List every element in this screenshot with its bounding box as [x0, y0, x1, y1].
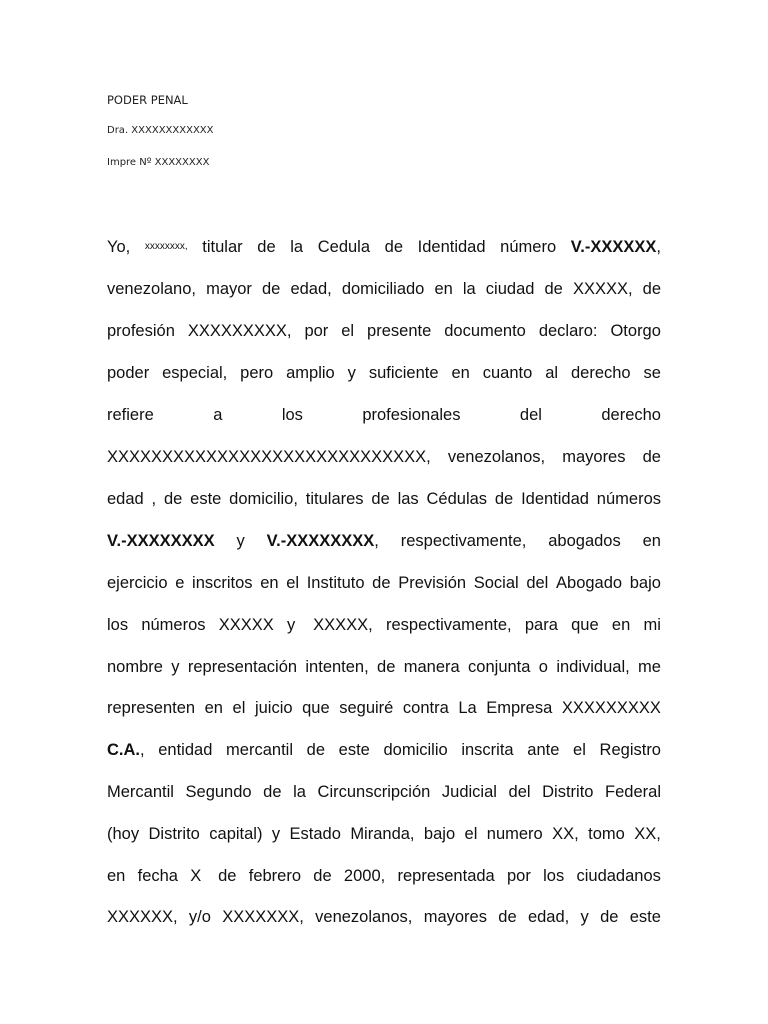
- body-word: presente: [367, 322, 432, 340]
- body-line: [107, 740, 661, 760]
- body-word: suficiente: [368, 364, 439, 382]
- body-word: y/o: [188, 908, 211, 926]
- body-word: XX,: [634, 825, 661, 843]
- body-word: en: [260, 574, 279, 592]
- body-word: de: [262, 280, 281, 298]
- body-word: Identidad: [521, 490, 589, 508]
- body-word: el: [286, 574, 300, 592]
- body-word: de: [263, 783, 282, 801]
- body-word: C.A.,: [107, 741, 145, 759]
- body-word: este: [629, 908, 661, 926]
- body-word: V.-XXXXXXXX: [107, 532, 215, 550]
- body-word: V.-XXXXXXXX,: [266, 532, 379, 550]
- body-word: XXXXXX,: [107, 908, 178, 926]
- body-word: Social: [473, 574, 519, 592]
- body-word: domicilio,: [229, 490, 298, 508]
- body-word: por: [507, 867, 531, 885]
- body-word: Otorgo: [610, 322, 661, 340]
- body-word: mayores: [423, 908, 487, 926]
- body-word: de: [377, 658, 396, 676]
- body-word: seguiré: [339, 699, 394, 717]
- body-word: (hoy: [107, 825, 140, 843]
- body-word: venezolanos,: [315, 908, 413, 926]
- body-word: de: [372, 574, 391, 592]
- body-word: titular: [202, 238, 243, 256]
- body-word: ,: [151, 490, 157, 508]
- body-word: de: [371, 490, 390, 508]
- body-word: Segundo: [185, 783, 252, 801]
- body-word: la: [293, 783, 306, 801]
- body-word: de: [494, 490, 514, 508]
- body-word: Circunscripción: [317, 783, 431, 801]
- body-word: y: [271, 825, 281, 843]
- body-word: Distrito: [542, 783, 594, 801]
- body-word: venezolanos,: [447, 448, 546, 466]
- body-word: números: [596, 490, 661, 508]
- body-word: xxxxxxxx,: [144, 241, 188, 252]
- body-word: bajo: [423, 825, 456, 843]
- document-title: PODER PENAL: [107, 93, 188, 107]
- body-word: del: [508, 783, 531, 801]
- body-word: de: [257, 238, 276, 256]
- body-word: se: [643, 364, 661, 382]
- body-word: Distrito: [148, 825, 200, 843]
- body-word: XXXXXXX,: [222, 908, 304, 926]
- body-word: domiciliado: [341, 280, 425, 298]
- body-word: y: [347, 364, 356, 382]
- body-word: tomo: [588, 825, 625, 843]
- body-word: para: [524, 616, 558, 634]
- body-word: en: [107, 867, 126, 885]
- body-word: mayor: [206, 280, 252, 298]
- body-word: al: [545, 364, 559, 382]
- body-word: de: [163, 490, 183, 508]
- body-word: inscritos: [192, 574, 253, 592]
- body-word: y: [171, 658, 180, 676]
- body-word: venezolano,: [107, 280, 196, 298]
- body-word: Registro: [599, 741, 661, 759]
- body-word: que: [571, 616, 599, 634]
- body-line: [107, 698, 661, 718]
- body-word: cuanto: [482, 364, 533, 382]
- body-word: de: [544, 280, 563, 298]
- body-line: [107, 321, 661, 341]
- body-word: manera: [403, 658, 460, 676]
- body-word: declaro:: [538, 322, 598, 340]
- body-word: entidad: [158, 741, 213, 759]
- body-word: Miranda,: [350, 825, 415, 843]
- body-word: Previsión: [398, 574, 467, 592]
- body-line: [107, 573, 661, 593]
- body-word: a: [213, 406, 223, 424]
- body-word: ciudadanos: [576, 867, 661, 885]
- body-word: La: [458, 699, 477, 717]
- body-word: Cedula: [317, 238, 371, 256]
- body-word: de: [313, 867, 332, 885]
- body-line: [107, 447, 661, 467]
- body-word: documento: [444, 322, 526, 340]
- body-word: edad,: [527, 908, 570, 926]
- body-word: Estado: [289, 825, 341, 843]
- body-word: mi: [643, 616, 661, 634]
- body-word: ante: [527, 741, 560, 759]
- body-word: XXXXXXXXX: [561, 699, 661, 717]
- body-word: en: [611, 616, 631, 634]
- body-word: XXXXXXXXXXXXXXXXXXXXXXXXXXXXX,: [107, 448, 431, 466]
- body-word: respectivamente,: [400, 532, 527, 550]
- body-line: [107, 615, 661, 635]
- body-word: me: [638, 658, 661, 676]
- body-word: Cédulas: [426, 490, 488, 508]
- body-word: que: [302, 699, 330, 717]
- body-word: representada: [397, 867, 495, 885]
- body-word: en: [204, 699, 223, 717]
- body-word: del: [519, 406, 542, 424]
- body-word: representen: [107, 699, 196, 717]
- attorney-name: Dra. XXXXXXXXXXXX: [107, 125, 214, 136]
- body-word: de: [498, 908, 517, 926]
- body-line: [107, 363, 661, 383]
- body-line: [107, 531, 661, 551]
- body-word: número: [500, 238, 557, 256]
- body-word: e: [175, 574, 185, 592]
- body-word: Empresa: [486, 699, 553, 717]
- body-word: Judicial: [441, 783, 497, 801]
- body-word: las: [397, 490, 419, 508]
- body-word: juicio: [254, 699, 293, 717]
- body-word: la: [290, 238, 304, 256]
- body-line: [107, 237, 661, 257]
- body-word: nombre: [107, 658, 163, 676]
- body-word: en: [451, 364, 470, 382]
- body-line: [107, 657, 661, 677]
- body-word: derecho: [570, 364, 631, 382]
- body-line: [107, 782, 661, 802]
- body-word: de: [306, 741, 325, 759]
- body-word: XXXXX,: [572, 280, 633, 298]
- body-line: [107, 405, 661, 425]
- body-word: inscrita: [461, 741, 514, 759]
- body-word: el: [573, 741, 586, 759]
- body-word: domicilio: [383, 741, 448, 759]
- body-word: de: [600, 908, 619, 926]
- body-word: el: [341, 322, 355, 340]
- body-word: y: [580, 908, 589, 926]
- body-word: XXXXX: [218, 616, 274, 634]
- body-line: [107, 866, 661, 886]
- body-word: el: [464, 825, 478, 843]
- body-word: de: [642, 448, 661, 466]
- body-word: edad,: [290, 280, 332, 298]
- body-word: capital): [209, 825, 263, 843]
- body-word: mercantil: [226, 741, 293, 759]
- body-word: amplio: [286, 364, 335, 382]
- body-word: mayores: [562, 448, 626, 466]
- body-word: pero: [240, 364, 274, 382]
- body-word: en: [434, 280, 453, 298]
- body-word: derecho: [601, 406, 661, 424]
- body-word: V.-XXXXXX,: [570, 238, 661, 256]
- body-word: del: [526, 574, 549, 592]
- body-word: Instituto: [306, 574, 365, 592]
- body-line: [107, 824, 661, 844]
- body-line: [107, 489, 661, 509]
- body-word: Abogado: [556, 574, 623, 592]
- body-word: y: [236, 532, 245, 550]
- body-word: Mercantil: [107, 783, 174, 801]
- body-word: representación: [187, 658, 298, 676]
- body-word: fecha: [137, 867, 178, 885]
- body-word: de: [218, 867, 237, 885]
- body-word: los: [281, 406, 303, 424]
- body-word: por: [304, 322, 329, 340]
- body-word: profesión: [107, 322, 175, 340]
- body-line: [107, 279, 661, 299]
- body-word: profesionales: [362, 406, 461, 424]
- body-word: números: [141, 616, 206, 634]
- body-word: o: [538, 658, 548, 676]
- body-word: febrero: [248, 867, 302, 885]
- body-word: este: [338, 741, 370, 759]
- body-word: contra: [402, 699, 449, 717]
- body-word: de: [384, 238, 404, 256]
- body-word: Yo,: [107, 238, 131, 256]
- body-word: 2000,: [343, 867, 386, 885]
- body-line: [107, 907, 661, 927]
- body-word: abogados: [548, 532, 621, 550]
- impre-number: Impre Nº XXXXXXXX: [107, 157, 210, 168]
- body-word: y: [287, 616, 300, 634]
- body-word: poder: [107, 364, 150, 382]
- body-word: X: [190, 867, 206, 885]
- body-word: respectivamente,: [385, 616, 512, 634]
- body-word: edad: [107, 490, 144, 508]
- body-word: la: [462, 280, 476, 298]
- body-word: individual,: [556, 658, 630, 676]
- body-word: este: [190, 490, 222, 508]
- body-word: los: [543, 867, 565, 885]
- body-word: numero: [486, 825, 543, 843]
- body-word: especial,: [162, 364, 228, 382]
- body-word: ejercicio: [107, 574, 168, 592]
- body-word: conjunta: [468, 658, 531, 676]
- body-word: de: [642, 280, 661, 298]
- body-word: Federal: [605, 783, 661, 801]
- body-word: XX,: [552, 825, 579, 843]
- body-word: intenten,: [305, 658, 369, 676]
- body-word: ciudad: [485, 280, 535, 298]
- body-word: titulares: [305, 490, 364, 508]
- body-word: el: [232, 699, 246, 717]
- body-word: los: [107, 616, 129, 634]
- body-word: XXXXXXXXX,: [187, 322, 292, 340]
- body-word: Identidad: [417, 238, 486, 256]
- body-word: bajo: [629, 574, 661, 592]
- body-word: XXXXX,: [313, 616, 373, 634]
- body-word: refiere: [107, 406, 154, 424]
- body-word: en: [642, 532, 661, 550]
